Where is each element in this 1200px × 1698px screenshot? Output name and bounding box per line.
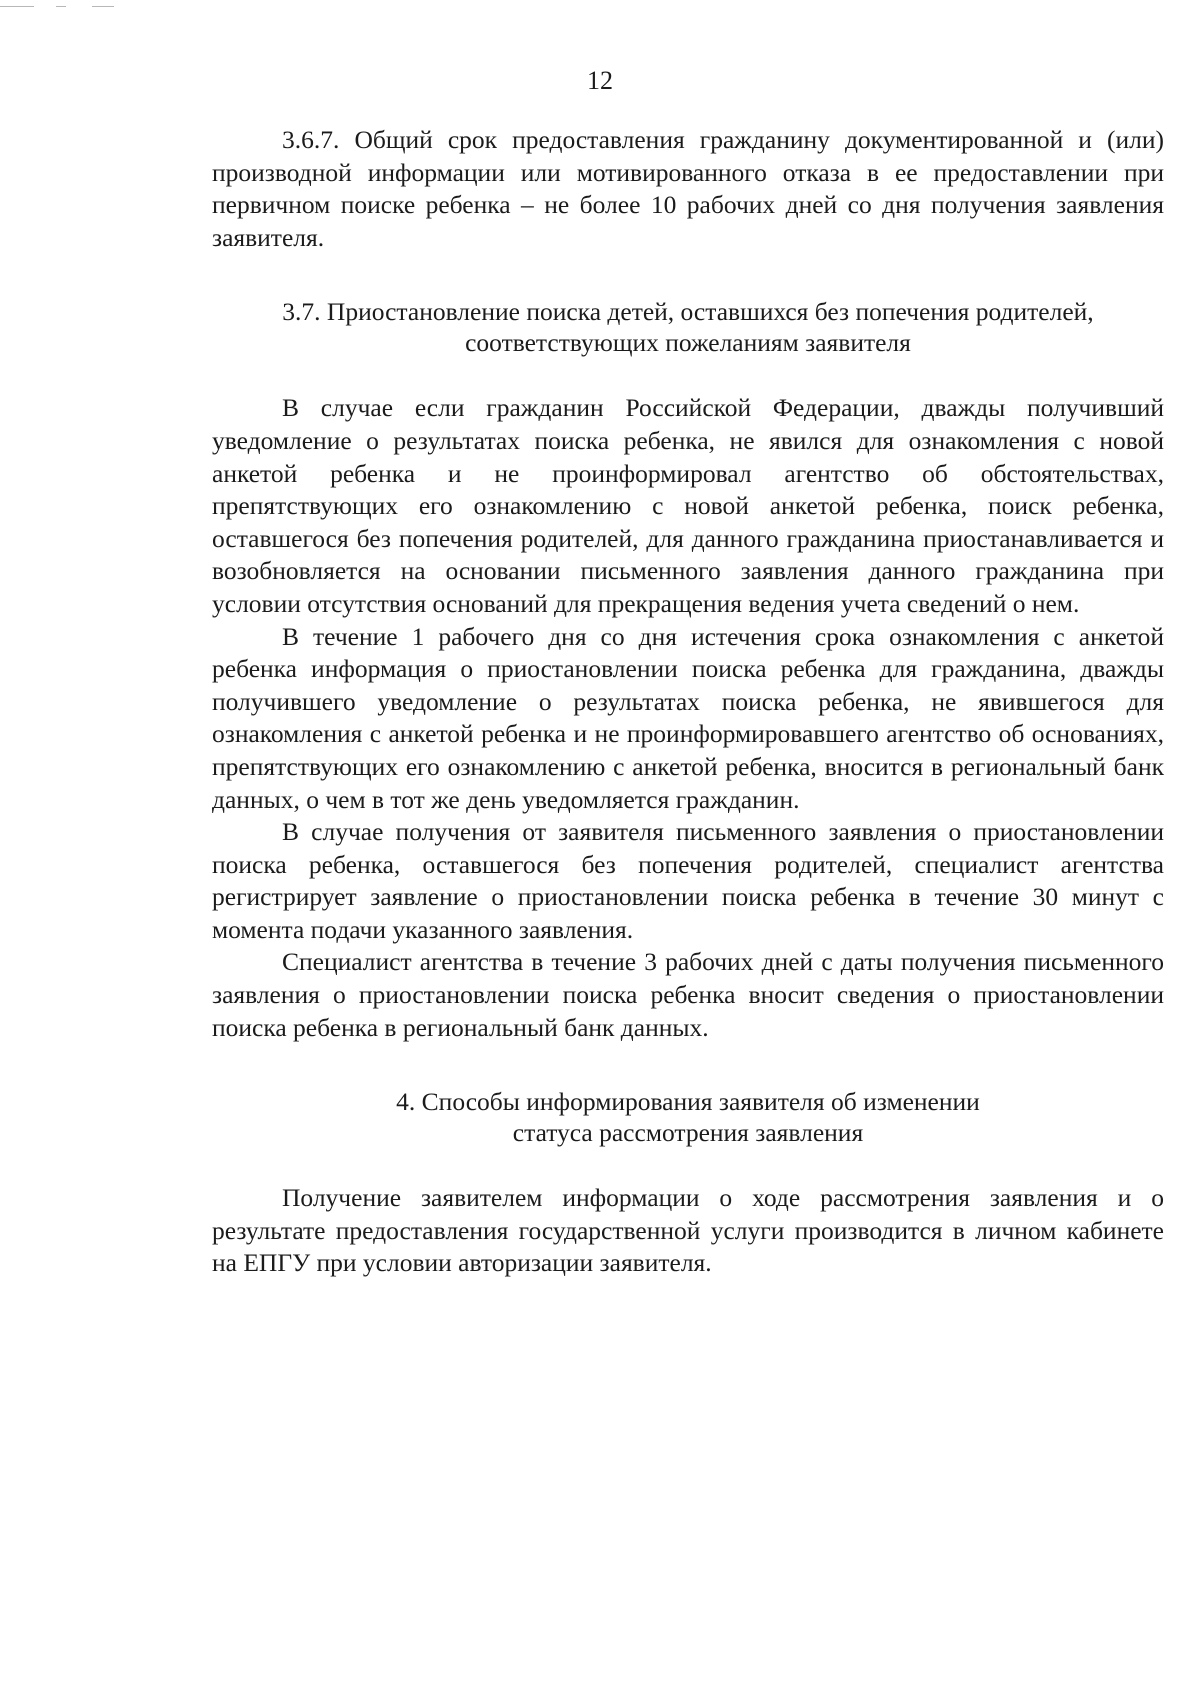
paragraph-3-6-7: 3.6.7. Общий срок предоставления гражданину документированной и (или) производной информации или мотивированного отказа в ее предоставлении при первичном поиске ребенка – не более 10 рабочих дней со дня получения заявления заявителя. [212, 125, 1164, 252]
section-heading-3-7: 3.7. Приостановление поиска детей, оставшихся без попечения родителей, соответствующих пожеланиям заявителя [282, 297, 1094, 358]
page-number: 12 [587, 66, 613, 95]
paragraph-written-request: В случае получения от заявителя письменного заявления о приостановлении поиска ребенка, оставшегося без попечения родителей, специалист агентства регистрирует заявление о приостановлении поиска ребенка в течение 30 минут с момента подачи указанного заявления. [212, 817, 1164, 944]
paragraph-suspension-info: В течение 1 рабочего дня со дня истечения срока ознакомления с анкетой ребенка информация о приостановлении поиска ребенка для гражданина, дважды получившего уведомление о результатах поиска ребенка, не явившегося для ознакомления с анкетой ребенка и не проинформировавшего агентство об основаниях, препятствующих его ознакомлению с анкетой ребенка, вносится в региональный банк данных, о чем в тот же день уведомляется гражданин. [212, 621, 1164, 814]
section-heading-4: 4. Способы информирования заявителя об изменении статуса рассмотрения заявления [396, 1087, 980, 1148]
document-body [212, 124, 1164, 1280]
paragraph-informing: Получение заявителем информации о ходе рассмотрения заявления и о результате предоставления государственной услуги производится в личном кабинете на ЕПГУ при условии авторизации заявителя. [212, 1183, 1164, 1278]
paragraph-suspension-case: В случае если гражданин Российской Федерации, дважды получивший уведомление о результатах поиска ребенка, не явился для ознакомления с новой анкетой ребенка и не проинформировал агентство об обстоятельствах, препятствующих его ознакомлению с новой анкетой ребенка, поиск ребенка, оставшегося без попечения родителей, для данного гражданина приостанавливается и возобновляется на основании письменного заявления данного гражданина при условии отсутствия оснований для прекращения ведения учета сведений о нем. [212, 393, 1164, 618]
scan-artifact-marks [0, 6, 120, 8]
paragraph-specialist-entry: Специалист агентства в течение 3 рабочих дней с даты получения письменного заявления о приостановлении поиска ребенка вносит сведения о приостановлении поиска ребенка в региональный банк данных. [212, 947, 1164, 1042]
